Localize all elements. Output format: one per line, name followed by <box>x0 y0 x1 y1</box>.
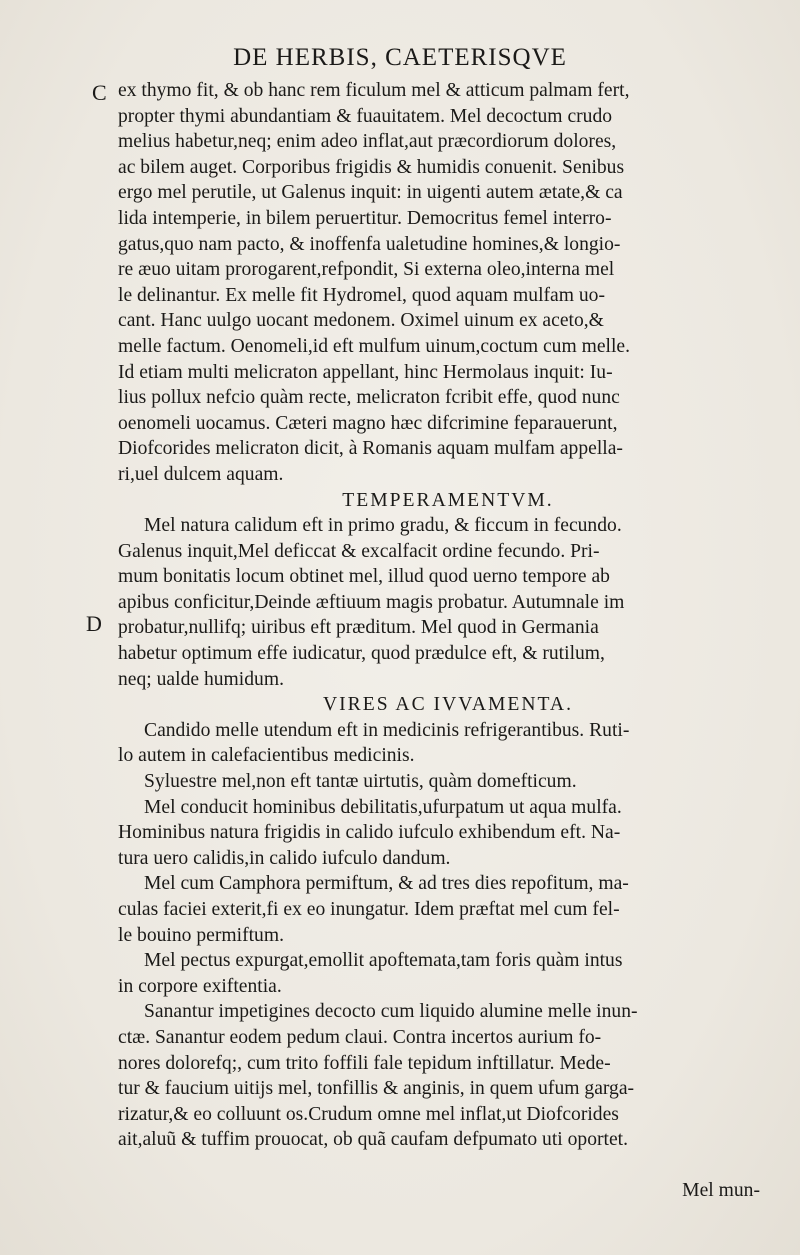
section-heading-vires: VIRES AC IVVAMENTA. <box>323 694 573 716</box>
text-line: lius pollux nefcio quàm recte, melicraton fcribit effe, quod nunc <box>118 387 620 409</box>
text-line: apibus conficitur,Deinde æftiuum magis probatur. Autumnale im <box>118 591 625 613</box>
text-line: mum bonitatis locum obtinet mel, illud quod uerno tempore ab <box>118 566 610 588</box>
text-line: Diofcorides melicraton dicit, à Romanis aquam mulfam appella- <box>118 438 623 460</box>
text-line: propter thymi abundantiam & fuauitatem. Mel decoctum crudo <box>118 105 613 127</box>
text-line: nores dolorefq;, cum trito foffili fale tepidum inftillatur. Mede- <box>118 1052 611 1074</box>
text-line: in corpore exiftentia. <box>118 975 282 997</box>
text-line: ex thymo fit, & ob hanc rem ficulum mel & atticum palmam fert, <box>118 80 630 101</box>
text-line: oenomeli uocamus. Cæteri magno hæc difcrimine feparauerunt, <box>118 412 618 434</box>
text-line: Candido melle utendum eft in medicinis refrigerantibus. Ruti- <box>144 719 630 741</box>
text-line: melle factum. Oenomeli,id eft mulfum uinum,coctum cum melle. <box>118 335 631 357</box>
text-line: le bouino permiftum. <box>118 924 284 946</box>
text-line: culas faciei exterit,fi ex eo inungatur. Idem præftat mel cum fel- <box>118 899 620 920</box>
text-line: Galenus inquit,Mel deficcat & excalfacit ordine fecundo. Pri- <box>118 540 600 562</box>
catchword: Mel mun- <box>682 1180 760 1201</box>
text-line: neq; ualde humidum. <box>118 668 284 690</box>
text-line: Id etiam multi melicraton appellant, hinc Hermolaus inquit: Iu- <box>118 361 613 383</box>
text-line: re æuo uitam prorogarent,refpondit, Si externa oleo,interna mel <box>118 259 615 281</box>
text-line: Syluestre mel,non eft tantæ uirtutis, quàm domefticum. <box>144 771 577 793</box>
text-line: ctæ. Sanantur eodem pedum claui. Contra incertos aurium fo- <box>118 1026 602 1048</box>
text-line: Mel cum Camphora permiftum, & ad tres dies repofitum, ma- <box>144 873 629 895</box>
main-text <box>118 78 778 1153</box>
text-line: lida intemperie, in bilem peruertitur. Democritus femel interro- <box>118 207 612 229</box>
text-line: lo autem in calefacientibus medicinis. <box>118 745 415 767</box>
text-line: gatus,quo nam pacto, & inoffenfa ualetudine homines,& longio- <box>118 233 621 255</box>
section-heading-temperamentum: TEMPERAMENTVM. <box>342 489 554 511</box>
margin-letter-c: C <box>92 80 107 105</box>
text-line: rizatur,& eo colluunt os.Crudum omne mel inflat,ut Diofcorides <box>118 1103 619 1125</box>
text-line: Sanantur impetigines decocto cum liquido alumine melle inun- <box>144 1001 638 1023</box>
text-line: le delinantur. Ex melle fit Hydromel, quod aquam mulfam uo- <box>118 284 606 306</box>
text-line: Hominibus natura frigidis in calido iufculo exhibendum eft. Na- <box>118 822 621 844</box>
text-line: melius habetur,neq; enim adeo inflat,aut præcordiorum dolores, <box>118 131 617 153</box>
text-line: tura uero calidis,in calido iufculo dandum. <box>118 847 451 869</box>
text-line: ait,aluũ & tuffim prouocat, ob quã caufam defpumato uti oportet. <box>118 1129 629 1151</box>
text-line: Mel natura calidum eft in primo gradu, & ficcum in fecundo. <box>144 515 622 537</box>
text-line: tur & faucium uitijs mel, tonfillis & anginis, in quem ufum garga- <box>118 1078 635 1100</box>
text-line: ergo mel perutile, ut Galenus inquit: in uigenti autem ætate,& ca <box>118 182 623 204</box>
margin-letter-d: D <box>86 611 102 636</box>
text-line: habetur optimum effe iudicatur, quod prædulce eft, & rutilum, <box>118 643 605 665</box>
running-head: DE HERBIS, CAETERISQVE <box>233 44 567 71</box>
text-line: ac bilem auget. Corporibus frigidis & humidis conuenit. Senibus <box>118 156 625 178</box>
text-line: ri,uel dulcem aquam. <box>118 463 284 485</box>
text-line: probatur,nullifq; uiribus eft præditum. Mel quod in Germania <box>118 617 599 639</box>
text-line: cant. Hanc uulgo uocant medonem. Oximel uinum ex aceto,& <box>118 310 604 332</box>
text-line: Mel conducit hominibus debilitatis,ufurpatum ut aqua mulfa. <box>144 796 622 818</box>
text-line: Mel pectus expurgat,emollit apoftemata,tam foris quàm intus <box>144 950 623 972</box>
